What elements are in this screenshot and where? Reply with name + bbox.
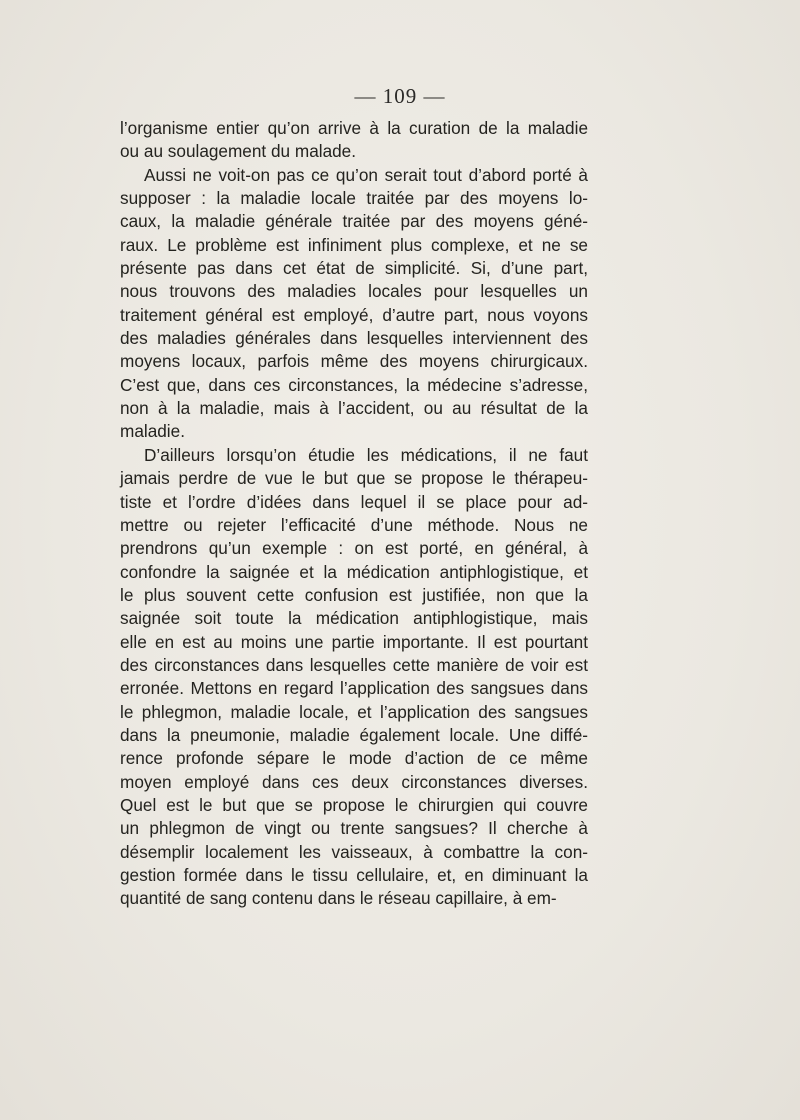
text-line: des maladies générales dans lesquelles interviennent des <box>120 328 588 349</box>
text-line: des circonstances dans lesquelles cette manière de voir est <box>120 654 588 675</box>
text-line: confondre la saignée et la médication antiphlogistique, et <box>120 561 588 582</box>
text-line: Quel est le but que se propose le chirurgien qui couvre <box>120 794 588 815</box>
text-line: rence profonde sépare le mode d’action de ce même <box>120 748 588 769</box>
text-line: supposer : la maladie locale traitée par des moyens lo- <box>120 188 588 209</box>
text-line: un phlegmon de vingt ou trente sangsues? Il cherche à <box>120 818 588 839</box>
text-line: le plus souvent cette confusion est justifiée, non que la <box>120 584 588 605</box>
text-line: dans la pneumonie, maladie également locale. Une diffé- <box>120 724 588 745</box>
paragraph <box>120 164 588 444</box>
text-line: moyens locaux, parfois même des moyens chirurgicaux. <box>120 351 588 372</box>
paragraph <box>120 444 588 911</box>
text-line: moyen employé dans ces deux circonstances diverses. <box>120 771 588 792</box>
text-line: Aussi ne voit-on pas ce qu’on serait tout d’abord porté à <box>144 164 588 185</box>
text-line: erronée. Mettons en regard l’application des sangsues dans <box>120 678 588 699</box>
body-text <box>120 117 588 911</box>
text-line: mettre ou rejeter l’efficacité d’une méthode. Nous ne <box>120 514 588 535</box>
text-line: gestion formée dans le tissu cellulaire, et, en diminuant la <box>120 865 588 885</box>
paragraph <box>120 117 588 164</box>
text-line: quantité de sang contenu dans le réseau capillaire, à em- <box>120 888 557 909</box>
text-line: l’organisme entier qu’on arrive à la curation de la maladie <box>120 118 588 138</box>
page-number: — 109 — <box>354 84 446 108</box>
text-line: raux. Le problème est infiniment plus complexe, et ne se <box>120 234 588 255</box>
text-line: non à la maladie, mais à l’accident, ou au résultat de la <box>120 398 588 419</box>
text-line: ou au soulagement du malade. <box>120 141 357 162</box>
text-line: elle en est au moins une partie importante. Il est pourtant <box>120 631 588 652</box>
text-line: présente pas dans cet état de simplicité. Si, d’une part, <box>120 258 588 279</box>
text-line: le phlegmon, maladie locale, et l’application des sangsues <box>120 701 588 722</box>
text-line: désemplir localement les vaisseaux, à combattre la con- <box>120 841 588 862</box>
text-line: D’ailleurs lorsqu’on étudie les médications, il ne faut <box>144 444 588 465</box>
text-line: nous trouvons des maladies locales pour lesquelles un <box>120 281 588 302</box>
text-line: C’est que, dans ces circonstances, la médecine s’adresse, <box>120 374 588 395</box>
text-line: jamais perdre de vue le but que se propose le thérapeu- <box>120 468 588 489</box>
text-line: tiste et l’ordre d’idées dans lequel il se place pour ad- <box>120 491 588 512</box>
text-line: caux, la maladie générale traitée par des moyens géné- <box>120 211 588 232</box>
text-line: prendrons qu’un exemple : on est porté, en général, à <box>120 538 588 559</box>
text-line: maladie. <box>120 421 185 442</box>
text-line: saignée soit toute la médication antiphlogistique, mais <box>120 608 588 629</box>
text-line: traitement général est employé, d’autre part, nous voyons <box>120 304 588 325</box>
